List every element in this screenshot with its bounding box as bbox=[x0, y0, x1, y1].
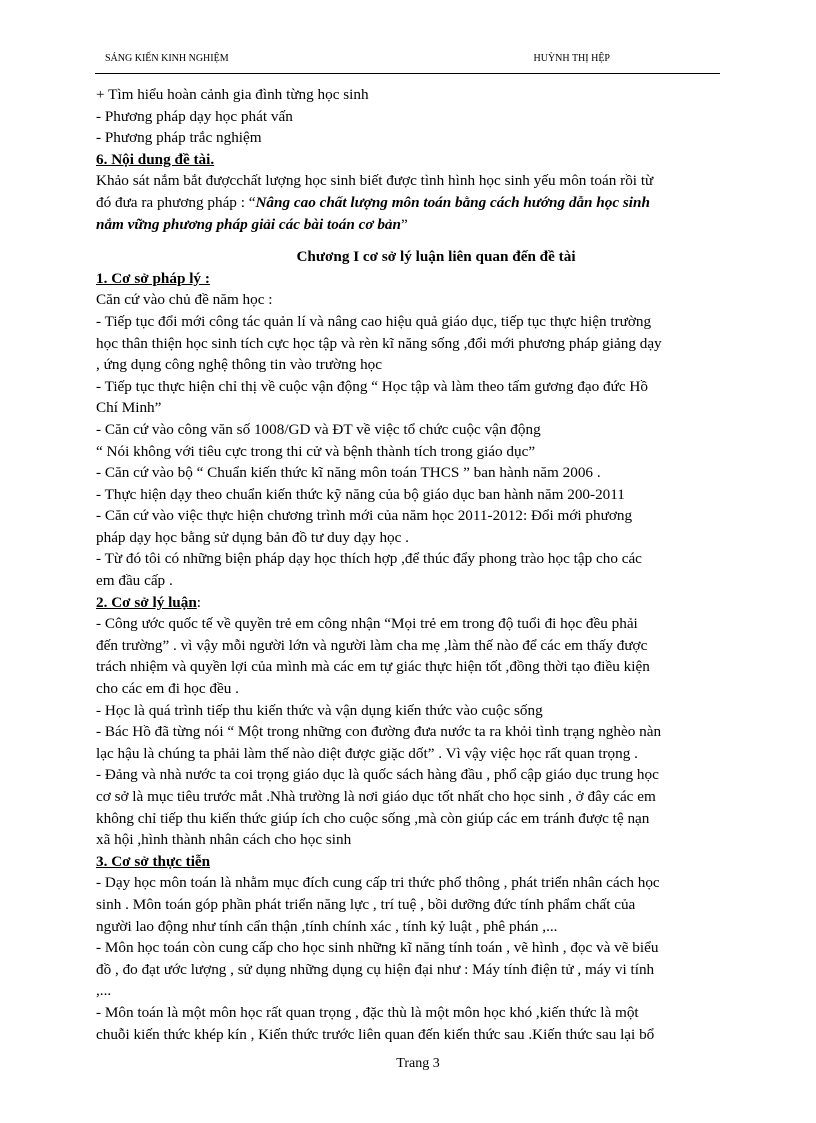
page-number: Trang 3 bbox=[396, 1056, 440, 1071]
page-header bbox=[95, 51, 720, 74]
text-line: Khảo sát nắm bắt đượcchất lượng học sinh biết được tình hình học sinh yếu môn toán rồi từ bbox=[96, 172, 654, 190]
text-line: Căn cứ vào chủ đề năm học : bbox=[96, 291, 273, 309]
text-line: chuỗi kiến thức khép kín , Kiến thức trước liên quan đến kiến thức sau .Kiến thức sau lại bổ bbox=[96, 1025, 655, 1043]
text-line: - Căn cứ vào việc thực hiện chương trình mới của năm học 2011-2012: Đổi mới phương bbox=[96, 507, 633, 525]
text-line: - Phương pháp trắc nghiệm bbox=[96, 129, 262, 147]
text-line: học thân thiện học sinh tích cực học tập và rèn kĩ năng sống ,đổi mới phương pháp giảng dạy bbox=[96, 334, 662, 352]
text-line: em đầu cấp . bbox=[96, 572, 173, 590]
emphasis-text: nắm vững phương pháp giải các bài toán cơ bản bbox=[96, 215, 401, 233]
text-line: - Môn học toán còn cung cấp cho học sinh những kĩ năng tính toán , vẽ hình , đọc và vẽ biểu bbox=[96, 939, 659, 957]
text-line: ,... bbox=[96, 982, 112, 1000]
text-line: cơ sở là mục tiêu trước mắt .Nhà trường là nơi giáo dục tốt nhất cho học sinh , ở đây các em bbox=[96, 788, 656, 805]
text-line: xã hội ,hình thành nhân cách cho học sinh bbox=[96, 831, 352, 849]
text-segment: ” bbox=[400, 215, 408, 233]
text-line: “ Nói không với tiêu cực trong thi cử và bệnh thành tích trong giáo dục” bbox=[96, 442, 536, 460]
text-line: - Căn cứ vào công văn số 1008/GD và ĐT về việc tổ chức cuộc vận động bbox=[96, 420, 541, 438]
text-line: - Đảng và nhà nước ta coi trọng giáo dục là quốc sách hàng đầu , phổ cập giáo dục trung học bbox=[96, 766, 659, 784]
text-line: - Tiếp tục đổi mới công tác quản lí và nâng cao hiệu quả giáo dục, tiếp tục thực hiện trường bbox=[96, 312, 652, 330]
text-line bbox=[96, 192, 746, 214]
text-line: - Bác Hồ đã từng nói “ Một trong những con đường đưa nước ta ra khỏi tình trạng nghèo nàn bbox=[96, 723, 662, 741]
text-line: - Thực hiện dạy theo chuẩn kiến thức kỹ năng của bộ giáo dục ban hành năm 200-2011 bbox=[96, 485, 625, 503]
document-body bbox=[96, 84, 746, 1045]
text-line: - Công ước quốc tế về quyền trẻ em công nhận “Mọi trẻ em trong độ tuổi đi học đều phải bbox=[96, 615, 638, 633]
text-line: đồ , đo đạt ước lượng , sử dụng những dụng cụ hiện đại như : Máy tính điện tử , máy vi tính bbox=[96, 960, 655, 978]
text-line: người lao động như tính cẩn thận ,tính chính xác , tính kỷ luật , phê phán ,... bbox=[96, 917, 558, 935]
text-line: Chí Minh” bbox=[96, 399, 162, 417]
text-line: trách nhiệm và quyền lợi của mình mà các em tự giác thực hiện tốt ,đồng thời tạo điều kiện bbox=[96, 658, 650, 676]
header-author: HUỲNH THỊ HỆP bbox=[533, 53, 610, 64]
section-heading-2-line bbox=[96, 592, 746, 614]
chapter-title: Chương I cơ sở lý luận liên quan đến đề tài bbox=[296, 248, 576, 266]
text-line: lạc hậu là chúng ta phải làm thế nào diệt được giặc dốt” . Vì vậy việc học rất quan trọng . bbox=[96, 744, 638, 762]
text-line: pháp dạy học bằng sử dụng bản đồ tư duy dạy học . bbox=[96, 528, 409, 546]
section-heading-3: 3. Cơ sở thực tiễn bbox=[96, 852, 211, 870]
section-heading-6: 6. Nội dung đề tài. bbox=[96, 150, 215, 168]
heading-colon: : bbox=[196, 593, 202, 611]
text-line: - Môn toán là một môn học rất quan trọng , đặc thù là một môn học khó ,kiến thức là một bbox=[96, 1003, 639, 1021]
section-heading-2: 2. Cơ sở lý luận bbox=[96, 593, 197, 611]
text-line: - Dạy học môn toán là nhằm mục đích cung cấp tri thức phổ thông , phát triển nhân cách học bbox=[96, 874, 660, 892]
header-title: SÁNG KIẾN KINH NGHIỆM bbox=[105, 53, 229, 64]
text-line bbox=[96, 214, 746, 236]
text-line: - Phương pháp dạy học phát vấn bbox=[96, 107, 293, 125]
text-line: + Tìm hiểu hoàn cảnh gia đình từng học sinh bbox=[96, 86, 369, 103]
text-line: đến trường” . vì vậy mỗi người lớn và người làm cha mẹ ,làm thế nào để các em thấy được bbox=[96, 636, 648, 654]
text-line: , ứng dụng công nghệ thông tin vào trường học bbox=[96, 356, 383, 374]
section-heading-1: 1. Cơ sở pháp lý : bbox=[96, 269, 210, 287]
text-line: - Học là quá trình tiếp thu kiến thức và vận dụng kiến thức vào cuộc sống bbox=[96, 701, 543, 719]
text-line: - Căn cứ vào bộ “ Chuẩn kiến thức kĩ năng môn toán THCS ” ban hành năm 2006 . bbox=[96, 464, 601, 482]
text-line: cho các em đi học đều . bbox=[96, 680, 239, 698]
text-line: - Tiếp tục thực hiện chỉ thị về cuộc vận động “ Học tập và làm theo tấm gương đạo đức Hồ bbox=[96, 377, 648, 395]
text-line: - Từ đó tôi có những biện pháp dạy học thích hợp ,để thúc đẩy phong trào học tập cho các bbox=[96, 550, 642, 568]
emphasis-text: Nâng cao chất lượng môn toán bằng cách hướng dẫn học sinh bbox=[255, 193, 650, 211]
text-segment: đó đưa ra phương pháp : “ bbox=[96, 193, 256, 211]
text-line: sinh . Môn toán góp phần phát triển năng lực , trí tuệ , bồi dưỡng đức tính phẩm chất của bbox=[96, 895, 636, 913]
page-footer bbox=[0, 1056, 816, 1072]
text-line: không chỉ tiếp thu kiến thức giúp ích cho cuộc sống ,mà còn giúp các em tránh được tệ nạn bbox=[96, 809, 650, 827]
